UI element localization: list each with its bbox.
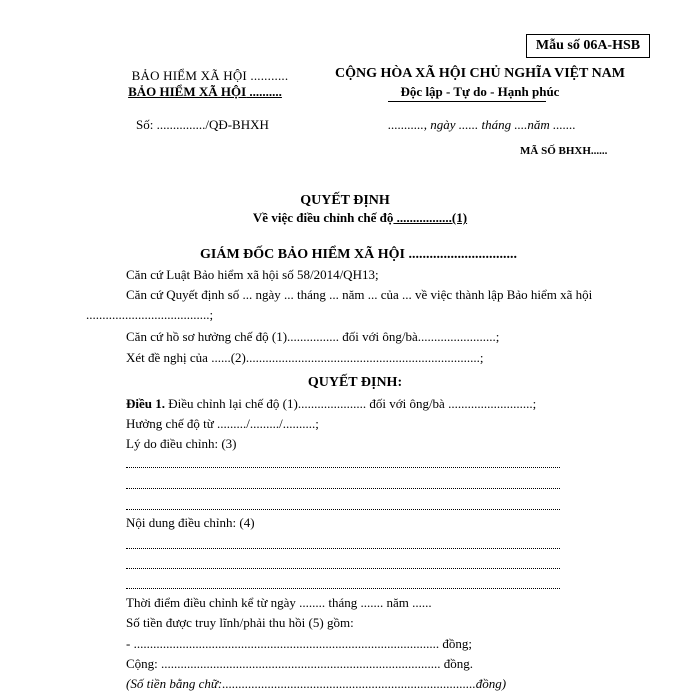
content-blank-line [126,587,560,589]
form-code: Mẫu số 06A-HSB [535,38,641,53]
reason-label: Lý do điều chỉnh: (3) [126,436,237,451]
country-name: CỘNG HÒA XÃ HỘI CHỦ NGHĨA VIỆT NAM [334,66,625,81]
reason-blank-line [126,487,560,489]
date-line: ..........., ngày ...... tháng ....năm ....... [388,117,576,132]
preamble-law: Căn cứ Luật Bảo hiểm xã hội số 58/2014/QH13; [126,267,379,282]
content-blank-line [126,567,560,569]
article1-from-date: Hưởng chế độ từ ........./........./..........; [126,416,319,431]
amount-total: Cộng: ...................................................................................... đồng. [126,656,474,671]
reason-blank-line [126,466,560,468]
decision-heading: QUYẾT ĐỊNH: [307,375,403,390]
amount-item: - .............................................................................................. đồng; [126,636,472,651]
reason-blank-line [126,508,560,510]
bhxh-code: MÃ SỐ BHXH...... [520,145,608,157]
agency-parent: BẢO HIỂM XÃ HỘI ........... [131,68,289,83]
amount-label: Số tiền được truy lĩnh/phải thu hồi (5) gồm: [126,615,354,630]
content-label: Nội dung điều chỉnh: (4) [126,515,255,530]
director-title: GIÁM ĐỐC BẢO HIỂM XÃ HỘI ............................... [200,247,517,262]
preamble-decision-cont: ......................................; [86,307,214,322]
subtitle-prefix: Về việc điều chỉnh chế độ [252,210,394,225]
form-code-box [526,34,650,58]
document-number: Số: .............../QĐ-BHXH [136,117,269,132]
subtitle-suffix: .................(1) [393,210,468,225]
article1-line [126,396,536,412]
document-title: QUYẾT ĐỊNH [300,193,390,208]
content-blank-line [126,547,560,549]
amount-in-words: (Số tiền bằng chữ:..............................................................................đồng) [126,676,507,691]
article1-label: Điều 1. [126,396,165,411]
preamble-proposal: Xét đề nghị của ......(2)........................................................................; [126,350,484,365]
agency-name-dots: .......... [246,84,282,99]
preamble-dossier: Căn cứ hồ sơ hưởng chế độ (1)................ đối với ông/bà........................; [126,329,500,344]
agency-name-text: BẢO HIỂM XÃ HỘI [128,84,247,99]
motto: Độc lập - Tự do - Hạnh phúc [400,84,560,99]
article1-text: Điều chỉnh lại chế độ (1)..................... đối với ông/bà ..........................; [165,396,537,411]
effective-date: Thời điểm điều chỉnh kể từ ngày ........ tháng ....... năm ...... [126,595,432,610]
preamble-decision: Căn cứ Quyết định số ... ngày ... tháng ... năm ... của ... về việc thành lập Bảo hiểm xã hội [126,287,593,302]
motto-underline [388,101,546,103]
document-subtitle [190,210,530,226]
agency-name [105,84,305,100]
